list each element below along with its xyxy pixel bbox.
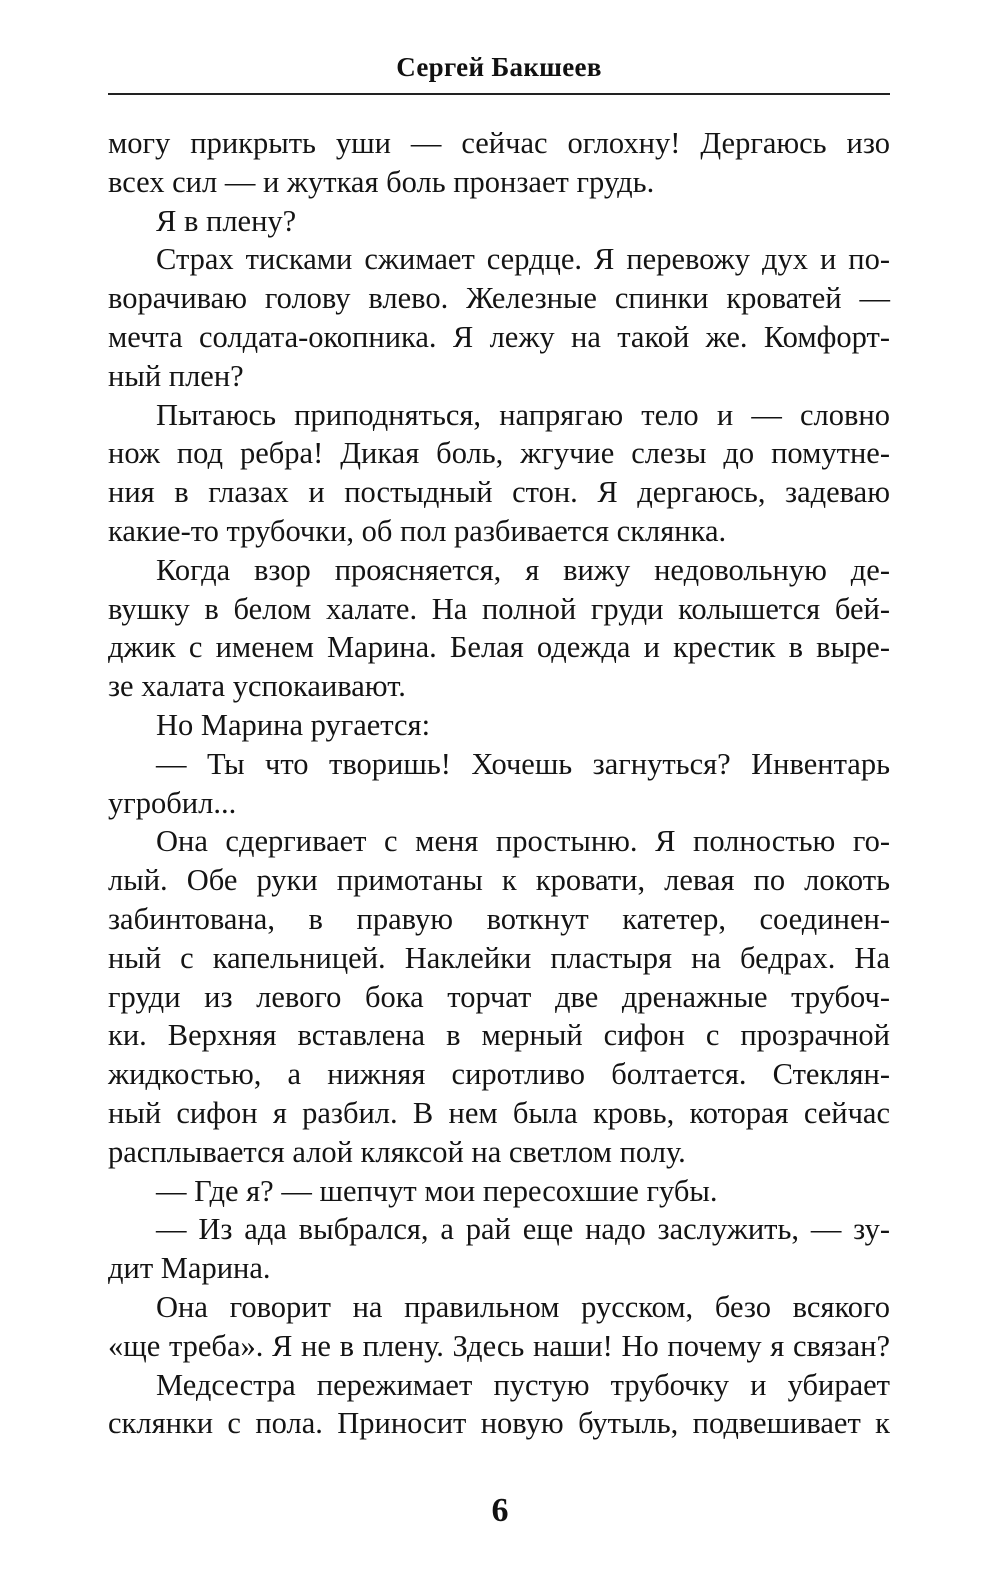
text-line: — Из ада выбрался, а рай еще надо заслужить, — зу- <box>156 1212 890 1247</box>
text-line: Она сдергивает с меня простыню. Я полностью го- <box>156 824 890 859</box>
text-line: «ще треба». Я не в плену. Здесь наши! Но почему я связан? <box>108 1328 890 1363</box>
text-line: всех сил — и жуткая боль пронзает грудь. <box>108 164 655 199</box>
running-head-author: Сергей Бакшеев <box>396 52 602 82</box>
text-line: могу прикрыть уши — сейчас оглохну! Дергаюсь изо <box>108 126 890 160</box>
text-line: ный плен? <box>108 358 244 393</box>
text-line: дит Марина. <box>108 1251 271 1286</box>
text-line: ки. Верхняя вставлена в мерный сифон с прозрачной <box>108 1018 890 1053</box>
text-line: жидкостью, а нижняя сиротливо болтается. Стеклян- <box>108 1057 890 1092</box>
text-line: мечта солдата-окопника. Я лежу на такой же. Комфорт- <box>108 319 890 354</box>
header-rule <box>108 93 890 95</box>
text-line: Она говорит на правильном русском, безо всякого <box>156 1289 890 1324</box>
text-line: ный сифон я разбил. В нем была кровь, которая сейчас <box>108 1095 890 1130</box>
text-line: ный с капельницей. Наклейки пластыря на бедрах. На <box>108 940 890 975</box>
text-line: забинтована, в правую воткнут катетер, соединен- <box>108 901 890 936</box>
text-line: Страх тисками сжимает сердце. Я перевожу дух и по- <box>156 242 890 277</box>
text-line: Медсестра пережимает пустую трубочку и убирает <box>156 1367 890 1402</box>
text-line: Но Марина ругается: <box>156 707 431 742</box>
text-line: угробил... <box>108 785 237 820</box>
text-line: нож под ребра! Дикая боль, жгучие слезы до помутне- <box>108 436 890 471</box>
text-line: зе халата успокаивают. <box>108 669 406 704</box>
body-text <box>108 124 890 1443</box>
text-line: Когда взор проясняется, я вижу недовольную де- <box>156 552 890 587</box>
text-line: склянки с пола. Приносит новую бутыль, подвешивает к <box>108 1406 890 1441</box>
text-line: расплывается алой кляксой на светлом полу. <box>108 1134 686 1169</box>
text-line: — Где я? — шепчут мои пересохшие губы. <box>156 1173 718 1208</box>
page-number: 6 <box>491 1492 509 1529</box>
text-line: Я в плену? <box>156 203 297 238</box>
text-line: какие-то трубочки, об пол разбивается склянка. <box>108 513 727 548</box>
text-line: джик с именем Марина. Белая одежда и крестик в выре- <box>108 630 890 665</box>
text-line: — Ты что творишь! Хочешь загнуться? Инвентарь <box>156 746 890 781</box>
text-line: Пытаюсь приподняться, напрягаю тело и — словно <box>156 397 890 432</box>
text-line: ния в глазах и постыдный стон. Я дергаюсь, задеваю <box>108 475 890 510</box>
text-line: груди из левого бока торчат две дренажные трубоч- <box>108 979 890 1014</box>
text-line: вушку в белом халате. На полной груди колышется бей- <box>108 591 890 626</box>
text-line: лый. Обе руки примотаны к кровати, левая по локоть <box>108 863 890 898</box>
text-line: ворачиваю голову влево. Железные спинки кроватей — <box>108 281 890 316</box>
